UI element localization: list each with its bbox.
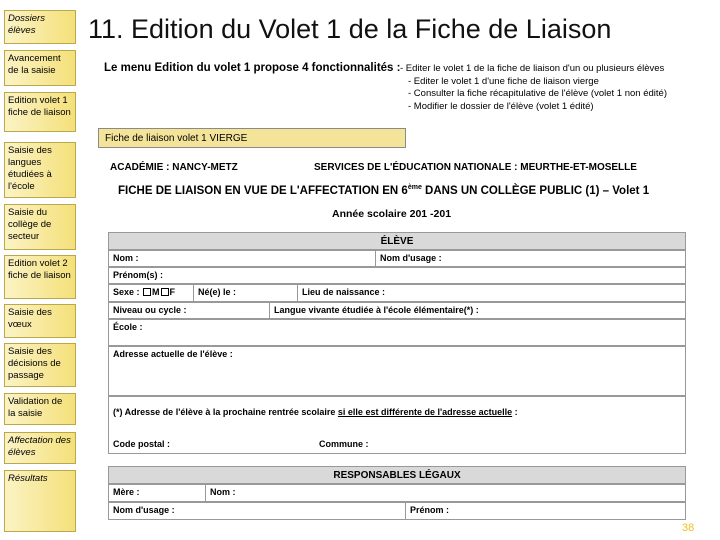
nom-usage-resp-label: Nom d'usage : bbox=[113, 505, 175, 515]
niveau-label: Niveau ou cycle : bbox=[113, 305, 187, 315]
feature-item: - Modifier le dossier de l'élève (volet 1 édité) bbox=[408, 100, 594, 112]
sidebar-item-college-secteur[interactable] bbox=[4, 204, 76, 250]
langue-label: Langue vivante étudiée à l'école élémentaire(*) : bbox=[269, 303, 483, 318]
nom-label: Nom : bbox=[113, 253, 139, 263]
row-adresse-rentree bbox=[108, 396, 686, 454]
annee-scolaire: Année scolaire 201 -201 bbox=[332, 208, 452, 220]
adresse-rentree-label: (*) Adresse de l'élève à la prochaine rentrée scolaire si elle est différente de l'adresse actuelle : bbox=[113, 407, 518, 417]
features-list bbox=[400, 63, 672, 113]
services-label: SERVICES DE L'ÉDUCATION NATIONALE : MEURTHE-ET-MOSELLE bbox=[314, 162, 637, 173]
mere-nom-label: Nom : bbox=[205, 485, 240, 501]
feature-item: - Editer le volet 1 d'une fiche de liaison vierge bbox=[408, 75, 599, 87]
sidebar-item-label: Edition volet 1 fiche de liaison bbox=[8, 95, 71, 118]
responsables-band: RESPONSABLES LÉGAUX bbox=[108, 466, 686, 484]
nom-usage-label: Nom d'usage : bbox=[375, 251, 446, 266]
row-prenoms bbox=[108, 267, 686, 284]
sidebar-item-validation[interactable] bbox=[4, 393, 76, 425]
academie-label: ACADÉMIE : NANCY-METZ bbox=[110, 162, 238, 173]
sidebar-item-edition-volet1[interactable] bbox=[4, 92, 76, 132]
intro-text: Le menu Edition du volet 1 propose 4 fonctionnalités : bbox=[104, 62, 401, 74]
sidebar-item-label: Affectation des élèves bbox=[8, 435, 71, 458]
row-adresse bbox=[108, 346, 686, 396]
adresse-label: Adresse actuelle de l'élève : bbox=[113, 349, 233, 359]
sidebar-item-label: Edition volet 2 fiche de liaison bbox=[8, 258, 71, 281]
sidebar-item-label: Dossiers élèves bbox=[8, 13, 45, 36]
row-nom bbox=[108, 250, 686, 267]
sexe-field: Sexe : M F bbox=[113, 287, 176, 297]
feature-item: - Editer le volet 1 de la fiche de liaison d'un ou plusieurs élèves bbox=[400, 63, 665, 74]
sidebar-item-label: Saisie du collège de secteur bbox=[8, 207, 52, 242]
mere-label: Mère : bbox=[113, 487, 140, 497]
row-mere bbox=[108, 484, 686, 502]
sidebar-item-edition-volet2[interactable] bbox=[4, 255, 76, 299]
eleve-band: ÉLÈVE bbox=[108, 232, 686, 250]
ecole-label: École : bbox=[113, 322, 143, 332]
code-postal-label: Code postal : bbox=[113, 439, 171, 449]
commune-label: Commune : bbox=[319, 439, 369, 449]
row-ecole bbox=[108, 319, 686, 346]
fiche-title: FICHE DE LIAISON EN VUE DE L'AFFECTATION EN 6ème DANS UN COLLÈGE PUBLIC (1) – Volet 1 bbox=[118, 184, 650, 197]
sidebar-item-dossiers-eleves[interactable] bbox=[4, 10, 76, 44]
sexe-f-checkbox[interactable] bbox=[161, 288, 169, 296]
sidebar-item-resultats[interactable] bbox=[4, 470, 76, 532]
sidebar-item-label: Saisie des décisions de passage bbox=[8, 346, 61, 381]
sidebar-item-voeux[interactable] bbox=[4, 304, 76, 338]
page-number: 38 bbox=[682, 522, 695, 534]
sidebar-item-label: Avancement de la saisie bbox=[8, 53, 61, 76]
feature-item: - Consulter la fiche récapitulative de l'élève (volet 1 non édité) bbox=[408, 88, 667, 99]
fiche-liaison-form bbox=[108, 154, 686, 540]
sidebar-item-label: Saisie des langues étudiées à l'école bbox=[8, 145, 52, 192]
ne-le-label: Né(e) le : bbox=[193, 285, 240, 301]
volet1-vierge-link[interactable]: Fiche de liaison volet 1 VIERGE bbox=[98, 128, 406, 148]
sidebar-item-label: Validation de la saisie bbox=[8, 396, 63, 419]
sidebar-item-label: Résultats bbox=[8, 473, 48, 484]
prenoms-label: Prénom(s) : bbox=[113, 270, 164, 280]
sidebar bbox=[0, 0, 80, 540]
page-title: 11. Edition du Volet 1 de la Fiche de Liaison bbox=[88, 14, 612, 44]
sidebar-item-decisions[interactable] bbox=[4, 343, 76, 387]
sidebar-item-langues[interactable] bbox=[4, 142, 76, 198]
lieu-naissance-label: Lieu de naissance : bbox=[297, 285, 389, 301]
sidebar-item-affectation[interactable] bbox=[4, 432, 76, 464]
prenom-resp-label: Prénom : bbox=[405, 503, 453, 519]
row-nom-usage-resp bbox=[108, 502, 686, 520]
sidebar-item-avancement[interactable] bbox=[4, 50, 76, 86]
row-sexe bbox=[108, 284, 686, 302]
sidebar-item-label: Saisie des vœux bbox=[8, 307, 52, 330]
sexe-m-checkbox[interactable] bbox=[143, 288, 151, 296]
row-niveau bbox=[108, 302, 686, 319]
